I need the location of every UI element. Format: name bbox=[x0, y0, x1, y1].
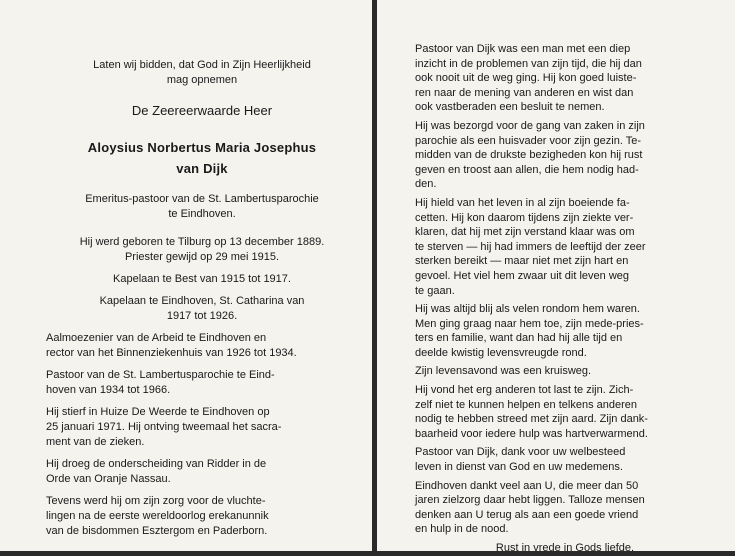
text-line: Hij was bezorgd voor de gang van zaken in zijn bbox=[415, 119, 645, 132]
aalmoezenier bbox=[46, 331, 358, 361]
ridder-award bbox=[46, 457, 358, 487]
text-line: sterken bereikt — maar niet met zijn hart en bbox=[415, 255, 629, 268]
text-line: Hij hield van het leven in al zijn boeiende fa- bbox=[415, 196, 630, 209]
text-line: Laten wij bidden, dat God in Zijn Heerlijkheid bbox=[93, 59, 311, 71]
text-line: nodig te hebben streed met zijn aard. Zijn dank- bbox=[415, 413, 648, 426]
text-line: 25 januari 1971. Hij ontving tweemaal het sacra- bbox=[46, 421, 282, 433]
erekanunnik bbox=[46, 494, 358, 539]
text-line: geven en troost aan allen, die hem nodig had- bbox=[415, 163, 639, 176]
intro-prayer bbox=[46, 58, 358, 88]
text-line: Eindhoven dankt veel aan U, die meer dan 50 bbox=[415, 479, 639, 492]
text-line: Men ging graag naar hem toe, zijn mede-pries- bbox=[415, 317, 644, 330]
name-line: Aloysius Norbertus Maria Josephus bbox=[87, 140, 317, 155]
text-line: Hij stierf in Huize De Weerde te Eindhoven op bbox=[46, 406, 270, 418]
text-line: ook nooit uit de weg ging. Hij kon goed luiste- bbox=[415, 72, 637, 85]
text-line: cetten. Hij kon daarom tijdens zijn ziekte ver- bbox=[415, 211, 634, 224]
honorific: De Zeereerwaarde Heer bbox=[131, 103, 273, 118]
paragraph-burden bbox=[415, 383, 715, 441]
text-line: Pastoor van de St. Lambertusparochie te Eind- bbox=[46, 369, 275, 381]
birth-ordination bbox=[46, 235, 358, 265]
text-line: Hij werd geboren te Tilburg op 13 december 1889. bbox=[79, 236, 325, 248]
paragraph-thanks bbox=[415, 445, 715, 474]
text-line: leven in dienst van God en uw medemens. bbox=[415, 461, 623, 474]
text-line: Zijn levensavond was een kruisweg. bbox=[415, 365, 592, 378]
paragraph-eindhoven bbox=[415, 479, 715, 537]
text-line: Kapelaan te Eindhoven, St. Catharina van bbox=[99, 295, 305, 307]
paragraph-care bbox=[415, 119, 715, 192]
closing-blessing: Rust in vrede in Gods liefde. bbox=[495, 542, 635, 554]
text-line: zelf niet te kunnen helpen en telkens anderen bbox=[415, 398, 637, 411]
text-line: baarheid voor iedere hulp was hartverwarmend. bbox=[415, 427, 648, 440]
text-line: rector van het Binnenziekenhuis van 1926 tot 1934. bbox=[46, 347, 297, 359]
paragraph-evening bbox=[415, 364, 715, 379]
deceased-name bbox=[46, 137, 358, 179]
text-line: Pastoor van Dijk was een man met een diep bbox=[415, 43, 631, 55]
text-line: den. bbox=[415, 178, 437, 191]
text-line: Tevens werd hij om zijn zorg voor de vluchte- bbox=[46, 495, 266, 507]
pastoor-lambertus bbox=[46, 368, 358, 398]
name-line: van Dijk bbox=[176, 161, 228, 176]
text-line: inzicht in de problemen van zijn tijd, die hij dan bbox=[415, 57, 642, 70]
text-line: en hulp in de nood. bbox=[415, 523, 509, 536]
text-line: gevoel. Het viel hem zwaar uit dit leven weg bbox=[415, 269, 629, 282]
text-line: 1917 tot 1926. bbox=[166, 310, 238, 322]
text-line: ters en familie, want dan had hij alle tijd en bbox=[415, 332, 623, 345]
paragraph-life bbox=[415, 196, 715, 298]
text-line: ren naar de mening van anderen en wist dan bbox=[415, 86, 634, 99]
card-right-panel bbox=[377, 0, 735, 554]
text-line: parochie als een huisvader voor zijn gezin. Te- bbox=[415, 134, 642, 147]
paragraph-insight bbox=[415, 42, 715, 115]
text-line: ment van de zieken. bbox=[46, 436, 145, 448]
text-line: hoven van 1934 tot 1966. bbox=[46, 384, 171, 396]
death-notice bbox=[46, 405, 358, 450]
text-line: jaren zielzorg daar hebt liggen. Talloze mensen bbox=[415, 494, 645, 507]
text-line: van de bisdommen Esztergom en Paderborn. bbox=[46, 525, 268, 537]
text-line: lingen na de eerste wereldoorlog erekanunnik bbox=[46, 510, 269, 522]
paragraph-joy bbox=[415, 302, 715, 360]
kapelaan-best: Kapelaan te Best van 1915 tot 1917. bbox=[113, 273, 291, 285]
text-line: Pastoor van Dijk, dank voor uw welbesteed bbox=[415, 446, 626, 459]
text-line: Aalmoezenier van de Arbeid te Eindhoven en bbox=[46, 332, 267, 344]
text-line: denken aan U terug als aan een goede vriend bbox=[415, 508, 639, 521]
text-line: klaren, dat hij met zijn verstand klaar was om bbox=[415, 226, 635, 239]
text-line: mag opnemen bbox=[166, 74, 238, 86]
text-line: deelde kwistig levensvreugde rond. bbox=[415, 346, 587, 359]
text-line: Hij vond het erg anderen tot last te zijn. Zich- bbox=[415, 384, 634, 397]
text-line: te gaan. bbox=[415, 284, 455, 297]
text-line: Priester gewijd op 29 mei 1915. bbox=[124, 251, 280, 263]
text-line: Hij was altijd blij als velen rondom hem waren. bbox=[415, 303, 640, 316]
text-line: ook vastberaden een besluit te nemen. bbox=[415, 101, 605, 114]
text-line: te sterven — hij had immers de leeftijd der zeer bbox=[415, 240, 646, 253]
kapelaan-eindhoven bbox=[46, 294, 358, 324]
text-line: midden van de drukste bezigheden kon hij rust bbox=[415, 149, 643, 162]
emeritus-title bbox=[46, 192, 358, 222]
text-line: te Eindhoven. bbox=[168, 208, 236, 220]
text-line: Orde van Oranje Nassau. bbox=[46, 473, 171, 485]
text-line: Emeritus-pastoor van de St. Lambertusparochie bbox=[85, 193, 319, 205]
text-line: Hij droeg de onderscheiding van Ridder in de bbox=[46, 458, 267, 470]
